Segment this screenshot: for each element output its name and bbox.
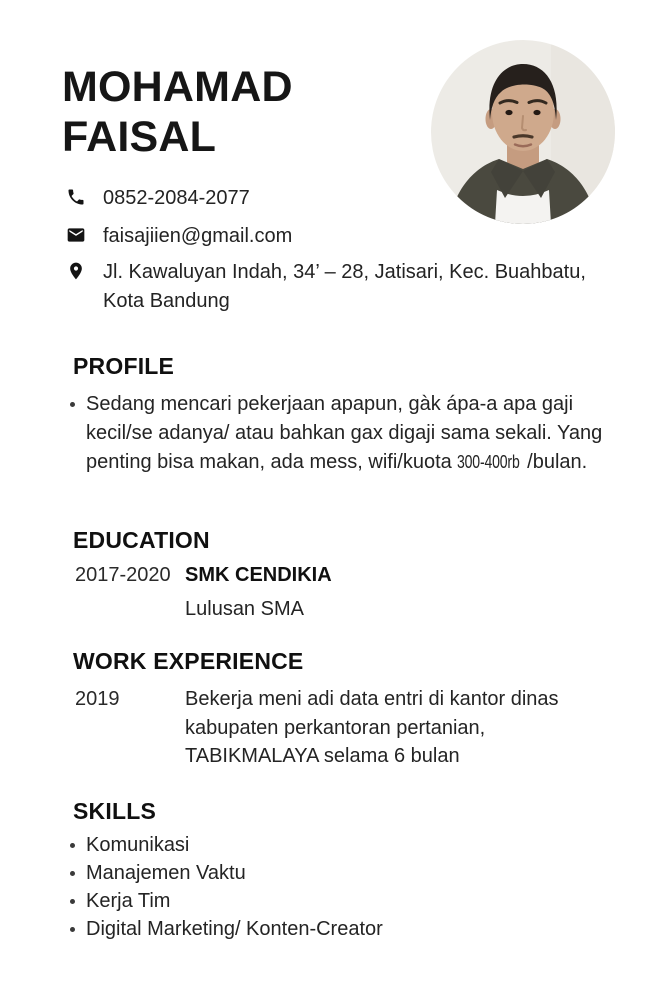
envelope-icon [66, 225, 88, 247]
work-entry [75, 685, 605, 771]
bullet-icon [70, 927, 75, 932]
profile-text-condensed: 300-400rb [457, 452, 520, 472]
skill-label: Kerja Tim [86, 890, 171, 912]
person-name [62, 62, 293, 162]
contact-email-row [66, 222, 292, 251]
education-period: 2017-2020 [75, 564, 171, 586]
bullet-icon [70, 899, 75, 904]
profile-section-heading: PROFILE [73, 353, 175, 379]
bullet-icon [70, 871, 75, 876]
skill-item [70, 915, 383, 943]
profile-summary-item [70, 390, 626, 477]
skill-item [70, 831, 383, 859]
profile-summary-text [86, 390, 626, 477]
phone-number: 0852-2084-2077 [103, 187, 250, 209]
bullet-icon [70, 843, 75, 848]
skills-section-heading: SKILLS [73, 798, 156, 824]
education-detail: Lulusan SMA [185, 598, 304, 620]
profile-text-main: Sedang mencari pekerjaan apapun, gàk ápa-a apa gaji kecil/se adanya/ atau bahkan gax digaji sama sekali. Yang penting bisa makan, ada mess, wifi/kuota [86, 393, 603, 473]
work-period: 2019 [75, 688, 120, 710]
bullet-icon [70, 402, 75, 407]
profile-text-after: /bulan. [521, 451, 588, 473]
work-section-heading: WORK EXPERIENCE [73, 648, 304, 674]
person-name-line2: FAISAL [62, 113, 217, 161]
education-entry [75, 558, 332, 626]
work-description: Bekerja meni adi data entri di kantor dinas kabupaten perkantoran pertanian, TABIKMALAYA selama 6 bulan [185, 688, 559, 767]
postal-address: Jl. Kawaluyan Indah, 34’ – 28, Jatisari, Kec. Buahbatu, Kota Bandung [103, 261, 586, 312]
profile-photo [431, 40, 615, 224]
skill-label: Digital Marketing/ Konten-Creator [86, 918, 383, 940]
skills-list [70, 831, 383, 943]
skill-label: Manajemen Vaktu [86, 862, 246, 884]
email-address: faisajiien@gmail.com [103, 225, 293, 247]
profile-photo-illustration [431, 40, 615, 224]
phone-icon [66, 187, 88, 209]
skill-label: Komunikasi [86, 834, 190, 856]
person-name-line1: MOHAMAD [62, 63, 293, 111]
skill-item [70, 859, 383, 887]
skill-item [70, 887, 383, 915]
contact-address-row [66, 258, 626, 316]
education-section-heading: EDUCATION [73, 527, 210, 553]
education-school: SMK CENDIKIA [185, 564, 332, 586]
contact-phone-row [66, 184, 250, 213]
education-entry-body [185, 558, 332, 626]
location-pin-icon [66, 261, 88, 283]
